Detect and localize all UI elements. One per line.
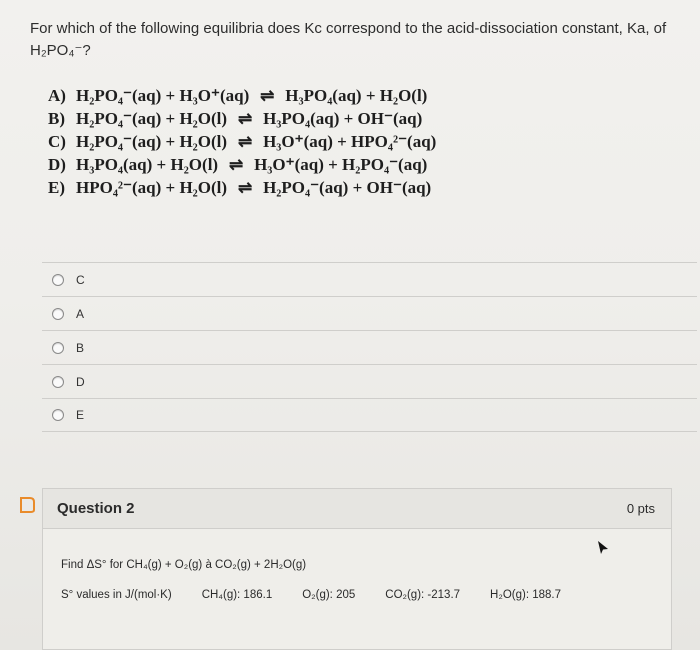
question-1-prompt: For which of the following equilibria does Kc correspond to the acid-dissociation constant, Ka, of <box>30 20 667 37</box>
answer-option[interactable] <box>42 296 697 330</box>
entropy-values <box>61 589 671 601</box>
equilibrium-letter: B) <box>48 109 65 128</box>
answer-option[interactable] <box>42 364 697 398</box>
equilibrium-products: H₃PO₄(aq) + OH⁻(aq) <box>263 109 423 128</box>
equilibrium-reactants: H₂PO₄⁻(aq) + H₃O⁺(aq) <box>76 86 250 105</box>
question-2-points: 0 pts <box>626 501 655 516</box>
equilibrium-reactants: H₂PO₄⁻(aq) + H₂O(l) <box>76 132 228 151</box>
equilibrium-products: H₂PO₄⁻(aq) + OH⁻(aq) <box>263 178 432 197</box>
equilibrium-products: H₃O⁺(aq) + H₂PO₄⁻(aq) <box>254 155 428 174</box>
value-h2o: H₂O(g): 188.7 <box>490 589 561 601</box>
question-1-formula: H₂PO₄⁻? <box>30 42 91 59</box>
question-1-text <box>30 18 670 62</box>
question-2-card <box>42 488 672 650</box>
mouse-cursor-icon <box>596 540 610 556</box>
question-2-header <box>43 489 671 529</box>
equilibrium-arrow-icon: ⇌ <box>237 178 253 197</box>
question-2-prompt: Find ΔS° for CH₄(g) + O₂(g) à CO₂(g) + 2H₂O(g) <box>61 559 307 571</box>
answer-option-label: A <box>76 306 85 321</box>
answer-option-label: C <box>76 272 85 287</box>
equilibrium-letter: A) <box>48 86 66 105</box>
value-ch4: CH₄(g): 186.1 <box>201 589 273 601</box>
radio-button[interactable] <box>52 342 64 354</box>
equilibrium-products: H₃O⁺(aq) + HPO₄²⁻(aq) <box>263 132 437 151</box>
answer-option[interactable] <box>42 398 697 432</box>
equilibrium-row <box>48 84 436 107</box>
answer-option-label: B <box>76 340 85 355</box>
question-2-body <box>43 529 671 601</box>
radio-button[interactable] <box>52 376 64 388</box>
answer-option-label: D <box>76 374 85 389</box>
answer-option[interactable] <box>42 262 697 296</box>
equilibrium-arrow-icon: ⇌ <box>228 155 244 174</box>
equilibrium-reactants: H₂PO₄⁻(aq) + H₂O(l) <box>76 109 228 128</box>
answer-option-label: E <box>76 408 85 422</box>
equilibrium-letter: E) <box>48 178 65 197</box>
equilibrium-arrow-icon: ⇌ <box>237 109 253 128</box>
answer-option[interactable] <box>42 330 697 364</box>
equilibrium-reactants: H₃PO₄(aq) + H₂O(l) <box>76 155 219 174</box>
radio-button[interactable] <box>52 409 64 421</box>
equilibrium-row <box>48 153 436 176</box>
equilibrium-arrow-icon: ⇌ <box>237 132 253 151</box>
equilibrium-products: H₃PO₄(aq) + H₂O(l) <box>285 86 428 105</box>
value-o2: O₂(g): 205 <box>302 589 356 601</box>
equilibrium-row <box>48 176 436 199</box>
radio-button[interactable] <box>52 308 64 320</box>
equilibrium-letter: C) <box>48 132 66 151</box>
radio-button[interactable] <box>52 274 64 286</box>
value-co2: CO₂(g): -213.7 <box>385 589 461 601</box>
equilibrium-row <box>48 107 436 130</box>
unanswered-flag-icon <box>18 496 36 514</box>
equilibrium-reactants: HPO₄²⁻(aq) + H₂O(l) <box>76 178 228 197</box>
equilibrium-letter: D) <box>48 155 66 174</box>
question-2-title: Question 2 <box>57 500 135 517</box>
answer-options <box>42 262 697 432</box>
values-label: S° values in J/(mol·K) <box>61 589 172 601</box>
equilibrium-row <box>48 130 436 153</box>
equilibrium-arrow-icon: ⇌ <box>260 86 275 105</box>
equilibria-list <box>48 84 436 199</box>
